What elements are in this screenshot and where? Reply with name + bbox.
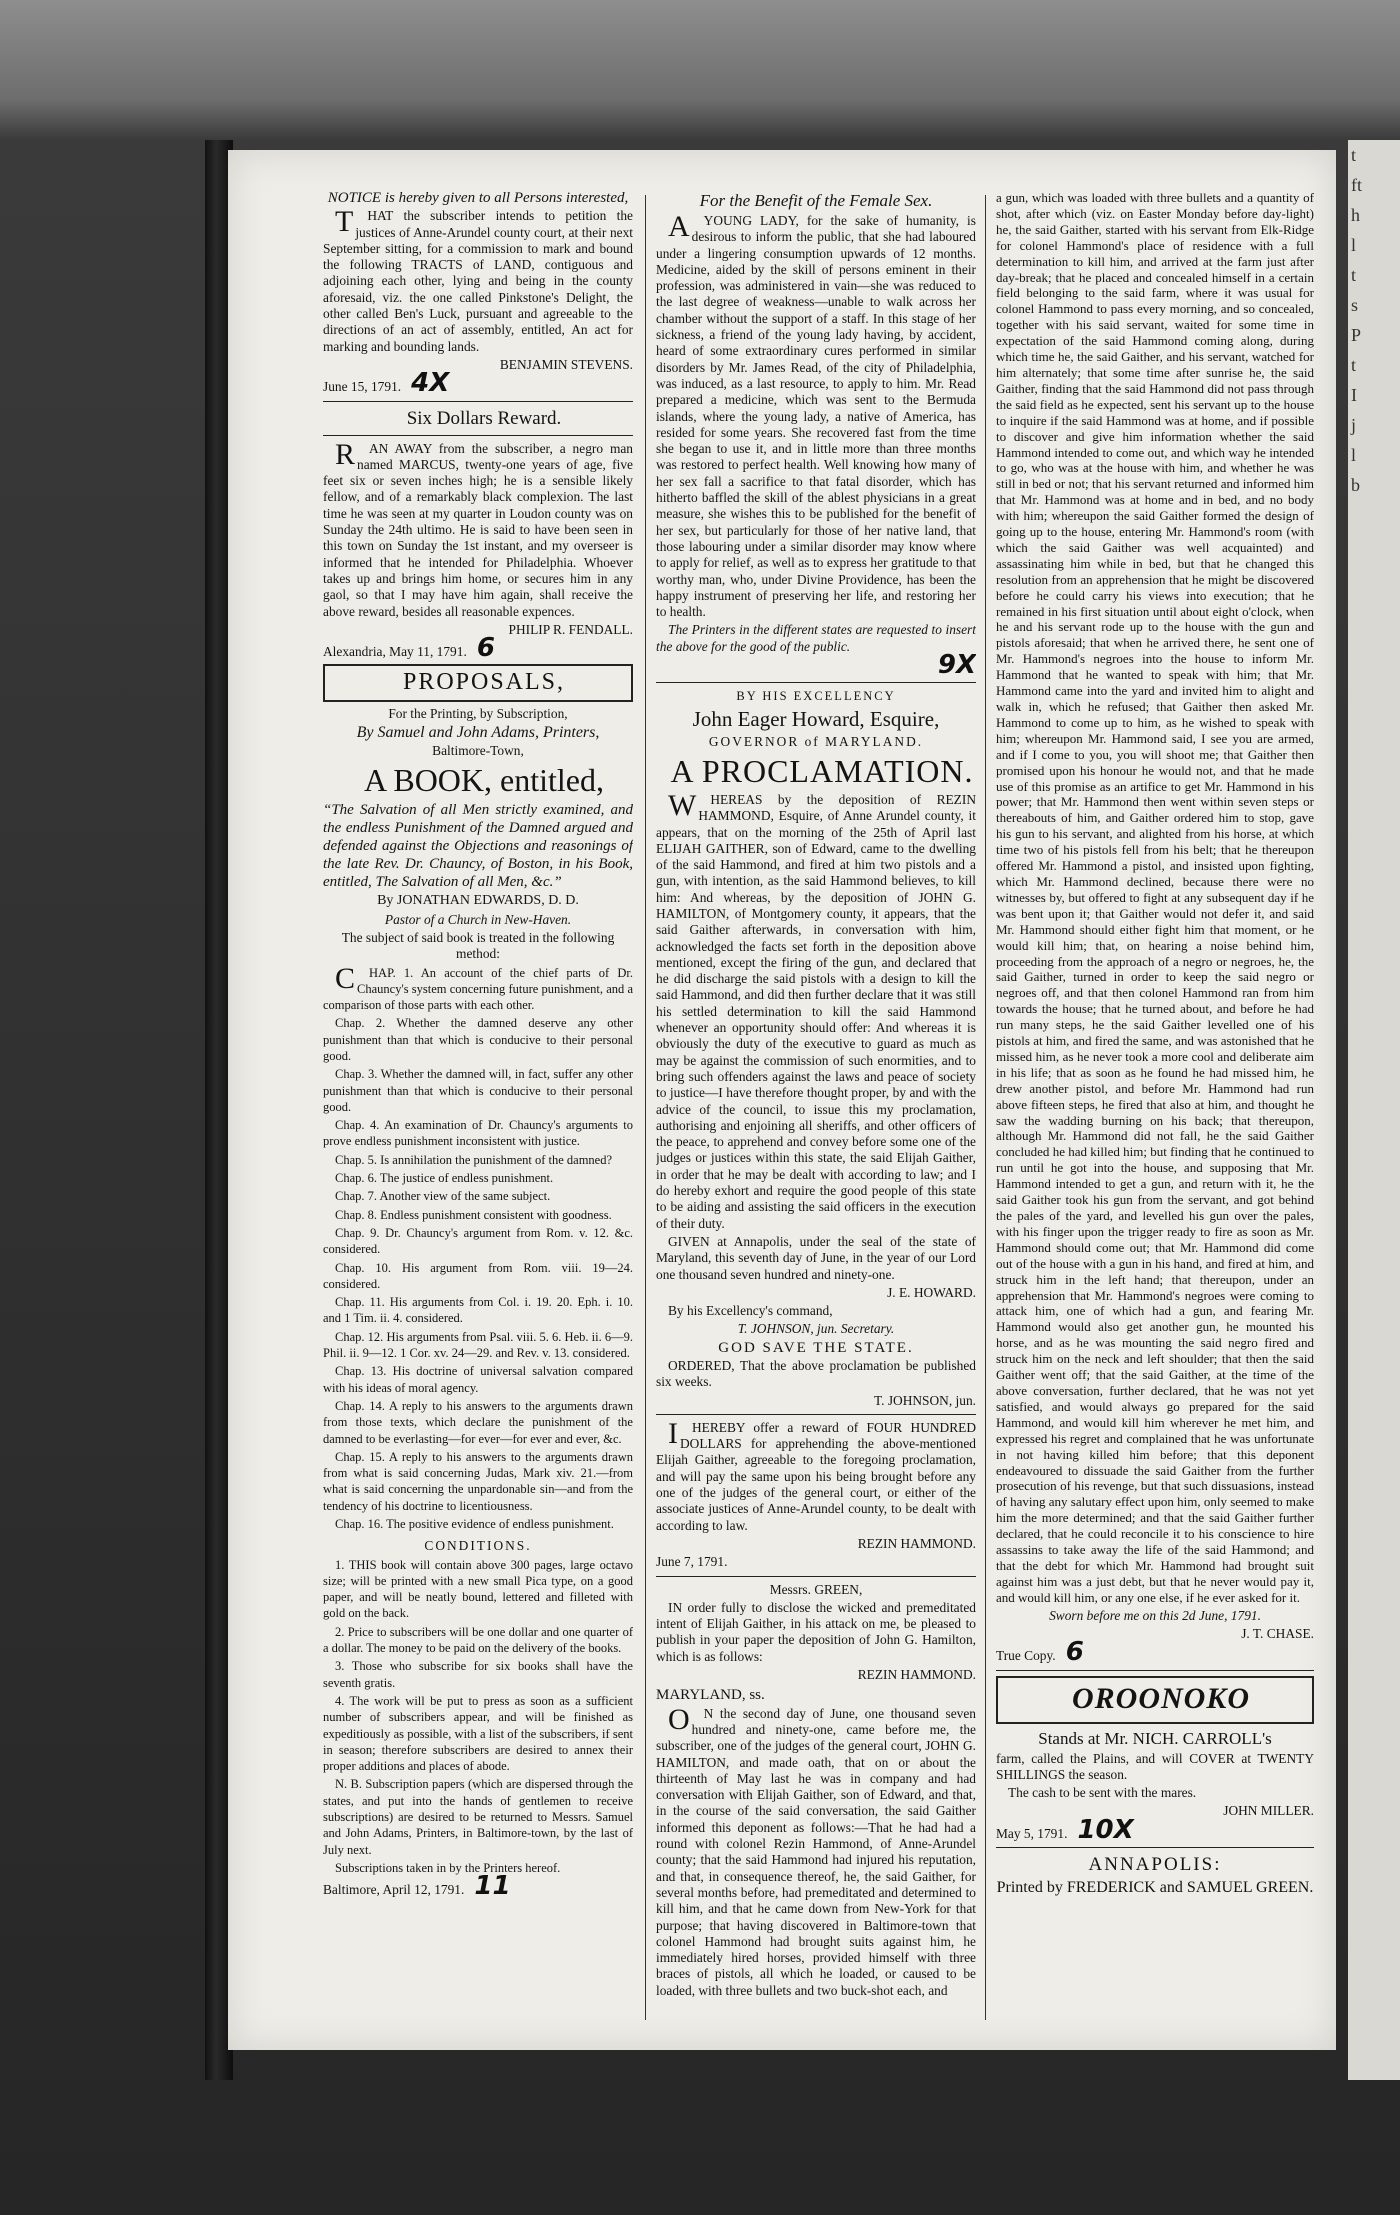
chapter-item: Chap. 4. An examination of Dr. Chauncy's arguments to prove endless punishment inconsistent with justice. bbox=[323, 1118, 633, 1149]
notice-date-line bbox=[323, 368, 633, 399]
adjacent-fragment: I bbox=[1351, 385, 1357, 405]
oroonoko-title: OROONOKO bbox=[1071, 1681, 1250, 1715]
chapter-item: Chap. 8. Endless punishment consistent with goodness. bbox=[335, 1207, 612, 1222]
conditions-list bbox=[323, 1557, 633, 1877]
divider bbox=[323, 401, 633, 402]
proposals-printers: By Samuel and John Adams, Printers, bbox=[356, 723, 600, 741]
notice-heading: NOTICE is hereby given to all Persons interested, bbox=[327, 190, 629, 206]
maryland-deposition: ON the second day of June, one thousand seven hundred and ninety-one, came before me, the subscriber, one of the judges of the general court, JOHN G. HAMILTON, and made oath, that on or about the thirteenth of May last he was in company and had conversation with Elijah Gaither, son of Edward, and that, in the course of the said conversation, the said Gaither informed this deponent as follows:—That he had had a round with colonel Rezin Hammond, of Anne-Arundel county; that the said Hammond had injured his reputation, and that, in consequence thereof, he, the said Gaither, for several months before, had premeditated and determined to kill him, and that he came down from New-York for that purpose; that having discovered in Baltimore-town that colonel Hammond had brought suits against him, he immediately hired horses, provided himself with three braces of pistols, all which he loaded, or caused to be loaded, with three bullets and two buck-shot each, and bbox=[656, 1702, 976, 1998]
column-rule bbox=[985, 195, 986, 2020]
imprint-printers: Printed by FREDERICK and SAMUEL GREEN. bbox=[996, 1879, 1314, 1897]
reward-title: Six Dollars Reward. bbox=[406, 407, 562, 429]
offer-body: IHEREBY offer a reward of FOUR HUNDRED DOLLARS for apprehending the above-mentioned Elijah Gaither, agreeable to the foregoing proclamation, and will pay the same upon his being brought before any one of the judges of the general court, or either of the associate justices of Anne-Arundel county, to be dealt with according to law. bbox=[656, 1416, 976, 1533]
green-salutation: Messrs. GREEN, bbox=[769, 1581, 863, 1597]
reward-date-line bbox=[323, 633, 633, 664]
proposals-handwritten-mark: 11 bbox=[474, 1871, 511, 1902]
proposals-box bbox=[323, 664, 633, 702]
offer-signer: REZIN HAMMOND. bbox=[857, 1535, 976, 1551]
proposals-subtitle: For the Printing, by Subscription, bbox=[388, 706, 568, 722]
reward-date: Alexandria, May 11, 1791. bbox=[323, 644, 467, 660]
sworn-signer: J. T. CHASE. bbox=[1241, 1625, 1314, 1641]
adjacent-fragment: j bbox=[1351, 415, 1357, 435]
condition-item: 3. Those who subscribe for six books shall have the seventh gratis. bbox=[323, 1659, 633, 1690]
proposals-date-line bbox=[323, 1871, 633, 1902]
book-author: By JONATHAN EDWARDS, D. D. bbox=[377, 893, 579, 909]
book-author-role: Pastor of a Church in New-Haven. bbox=[384, 911, 572, 927]
notice-signer: BENJAMIN STEVENS. bbox=[499, 356, 633, 372]
reward-handwritten-mark: 6 bbox=[476, 633, 495, 664]
offer-date: June 7, 1791. bbox=[656, 1554, 728, 1570]
chapter-item: Chap. 3. Whether the damned will, in fact, suffer any other punishment than that which is conducive to their personal good. bbox=[323, 1067, 633, 1114]
oroonoko-handwritten-mark: 10X bbox=[1077, 1814, 1134, 1845]
adjacent-fragment: s bbox=[1351, 295, 1359, 315]
condition-item: 2. Price to subscribers will be one dollar and one quarter of a dollar. The money to be paid on the delivery of the books. bbox=[323, 1624, 633, 1656]
column-1 bbox=[323, 190, 633, 2030]
conditions-title: CONDITIONS. bbox=[424, 1538, 532, 1554]
maryland-heading: MARYLAND, ss. bbox=[656, 1687, 765, 1704]
chapter-item: Chap. 5. Is annihilation the punishment of the damned? bbox=[335, 1152, 613, 1167]
green-signer: REZIN HAMMOND. bbox=[857, 1667, 976, 1683]
notice-date: June 15, 1791. bbox=[323, 379, 402, 395]
adjacent-fragment: l bbox=[1351, 445, 1357, 465]
book-title: A BOOK, entitled, bbox=[364, 762, 604, 799]
chapter-item: Chap. 14. A reply to his answers to the arguments drawn from those texts, which declare the punishment of the damned to be everlasting—for ever—for ever and ever, &c. bbox=[323, 1398, 633, 1446]
chapter-item: Chap. 12. His arguments from Psal. viii. 5. 6. Heb. ii. 6—9. Phil. ii. 9—12. 1 Cor. xv. 24—29. and Rev. v. 13. considered. bbox=[323, 1329, 633, 1361]
chapter-item: Chap. 6. The justice of endless punishment. bbox=[335, 1171, 554, 1186]
divider bbox=[656, 1414, 976, 1415]
chapter-item: Chap. 9. Dr. Chauncy's argument from Rom. v. 12. &c. considered. bbox=[323, 1225, 633, 1257]
sworn-line: Sworn before me on this 2d June, 1791. bbox=[1049, 1607, 1261, 1623]
column-rule bbox=[645, 195, 646, 2020]
adjacent-fragment: t bbox=[1351, 265, 1357, 285]
column-3 bbox=[996, 190, 1314, 2030]
divider bbox=[996, 1847, 1314, 1848]
proposals-title: PROPOSALS, bbox=[402, 669, 566, 696]
proclamation-body: WHEREAS by the deposition of REZIN HAMMOND, Esquire, of Anne Arundel county, it appears, that on the morning of the 25th of April last ELIJAH GAITHER, son of Edward, came to the dwelling of the said Hammond, and fired at him two pistols and a gun, with intention, as the said Hammond believes, to kill him: And whereas, by the deposition of JOHN G. HAMILTON, of Montgomery county, it appears, that the said Gaither afterwards, in conversation with him, acknowledged the facts set forth in the deposition above mentioned, except the firing of the gun, and declared that he did discharge the said pistols with a design to kill the said Hammond, and did then further declare that it was still his settled determination to kill the said Hammond whenever an opportunity should offer: And whereas it is obviously the duty of the executive to guard as much as may be against the commission of such enormities, and to bring such offenders against the laws and peace of society to justice—I have therefore thought proper, by and with the advice of the council, to issue this my proclamation, authorising and enjoining all sheriffs, and other officers of the peace, to apprehend and convey before some one of the judges or justices within this state, the said Elijah Gaither, in order that he may be dealt with according to law; and I do hereby exhort and require the good people of this state to be aiding and assisting the said officers in the execution of their duty. bbox=[656, 788, 976, 1231]
excellency-role: GOVERNOR of MARYLAND. bbox=[708, 733, 924, 749]
proclamation-secretary: T. JOHNSON, jun. Secretary. bbox=[737, 1321, 895, 1337]
green-body: IN order fully to disclose the wicked and premeditated intent of Elijah Gaither, in his attack on me, be pleased to publish in your paper the deposition of John G. Hamilton, which is as follows: bbox=[656, 1599, 976, 1664]
adjacent-fragment: ft bbox=[1351, 175, 1362, 195]
female-body: AYOUNG LADY, for the sake of humanity, is desirous to inform the public, that she had laboured under a lingering consumption upwards of 12 months. Medicine, aided by the skill of persons eminent in their profession, was administered in vain—she was reduced to the last degree of weakness—unable to walk across her chamber without the support of a staff. In this stage of her sickness, a friend of the young lady having, by accident, heard of some extraordinary cures performed in similar disorders by Mr. James Read, of the city of Philadelphia, was induced, as a last resource, to apply to him. Mr. Read prepared a medicine, which was sent to the Bermuda islands, where the young lady, a native of America, has resided for some years. She recovered fast from the time she began to use it, and in little more than three months was restored to perfect health. Well knowing how many of her sex fall a sacrifice to that fatal disorder, which has hitherto baffled the skill of the ablest physicians in a great measure, she wishes this to be published for the benefit of her sex, but particularly for those of her native land, that those labouring under a similar disorder may know where to apply for relief, as well as to express her gratitude to that worthy man, who, under Divine Providence, has been the happy instrument of preserving her life, and restoring her to health. bbox=[656, 210, 976, 620]
chapter-item: Chap. 16. The positive evidence of endless punishment. bbox=[335, 1517, 614, 1531]
book-quote: “The Salvation of all Men strictly examined, and the endless Punishment of the Damned argued and defended against the Objections and reasonings of the late Rev. Dr. Chauncy, of Boston, in his Book, entitled, The Salvation of all Men, &c.” bbox=[323, 802, 633, 891]
adjacent-fragment: l bbox=[1351, 235, 1357, 255]
oroonoko-signer: JOHN MILLER. bbox=[1223, 1803, 1314, 1819]
female-handwritten-mark: 9X bbox=[937, 650, 976, 681]
deposition-continued: a gun, which was loaded with three bullets and a quantity of shot, after which (viz. on Easter Monday before day-light) he, the said Gaither, started with his servant from Elk-Ridge for colonel Hammond's place of residence with a full determination to kill him, and arrived at the farm just after day-break; that he placed and concealed himself in a certain field belonging to the said farm, where it was usual for colonel Hammond to pass every morning, and so concealed, together with his said servant, waited for some time in expectation of the said Hammond coming along, during which time he, the said Gaither, and his servant, watched for him alternately; that some time after sunrise he, the said Gaither, finding that the said Hammond did not pass through the said field as he expected, sent his servant up to the house to inquire if the said Hammond was at home, and if possible to discover and give him information whether the said Hammond intended to come out, and which way he intended to go, who was at the house with him, and whether he was still in bed or not; that his servant returned and informed him that Mr. Hammond was at home and in bed, and no body with him; whereupon the said Gaither formed the design of going up to the house, entering Mr. Hammond's room (with which the said Gaither was well acquainted) and assassinating him while in bed, but that he changed this resolution from an apprehension that he might be discovered before he could carry his views into execution; that he remained in his first situation until about eight o'clock, when he and his servant rode up to the house with the gun and pistols aforesaid; that when he arrived there, he sent one of Mr. Hammond's negroes into the house to inform Mr. Hammond that he wanted to speak with him; that Mr. Hammond came into the yard and invited him to alight and walk in, which he refused; that Gaither then asked Mr. Hammond to come up to him, as he wished to speak with him; whereupon Mr. Hammond said, I see you are armed, and if I come to you, you will shoot me; that Gaither then promised upon his honour he would not, and that he made use of this promise as an artifice to get Mr. Hammond in his power; that Mr. Hammond then went within seven steps or thereabouts of him, and Gaither ordered him to stop, gave his gun to his servant, and alighted from his horse, at which time two of his pistols fell from his belt; that he thereupon offered Mr. Hammond a pistol, and insisted upon fighting, which Mr. Hammond declined, because there were no witnesses by, but offered to fight at any subsequent day if he was bent upon it; that Gaither would not defer it, and said Mr. Hammond should either fight him that moment, or he would kill him; that, on hearing a noise behind him, proceeding from the approach of a negro or negroes, he, the said Gaither, turned in order to keep the said negro or negroes off, and that then colonel Hammond ran from him towards the house; that he turned about, and before he had run many steps, he the said Gaither levelled one of his pistols at him, and fired the same, and was astonished that he missed him, as he never took a more cool and deliberate aim in his life; that as soon as he found he had missed him, he drew another pistol, and before Mr. Hammond had run above fifteen steps, he fired that also at him, and thought he saw the wadding burning on his back; that thereupon, although Mr. Hammond did not fall, he the said Gaither concluded he had killed him; but finding that he continued to run until he got into the house, and supposing that Mr. Hammond intended to get a gun, and return with it, he the said Gaither took his gun from the servant, and got behind the pales of the yard, and levelled his gun over the pales, with his finger upon the trigger ready to fire as soon as Mr. Hammond should come out; that Mr. Hammond did come out of the house with a gun in his hand, and fired at him, and struck him in the left hand; that thereupon, under an apprehension that Mr. Hammond's negroes were coming to attack him, one of which had a gun, and fearing Mr. Hammond would also get another gun, he mounted his horse, and as he was mounting the said negro fired and struck him on the neck and left shoulder; that then the said Gaither went off; that the said Gaither, at the time of the above conversation, further declared, that he was not yet satisfied, and would always go prepared for the said Hammond, and would kill him wherever he met him, and expressed his regret and complained that he was unfortunate in not having killed him before; that this deponent endeavoured to dissuade the said Gaither from the further prosecution of his revenge, but that such dissuasions, instead of having any salutary effect upon him, only seemed to make him the more determined; and that the said Gaither further declared, that he could reconcile it to his conscience to hire assassins to take away the life of the said Hammond; and that the debt for which Mr. Hammond had brought suit against him was a just debt, but that he never would pay it, and would kill him, or any one else, if he ever asked for it. bbox=[996, 190, 1314, 1605]
ordered-signer: T. JOHNSON, jun. bbox=[873, 1392, 976, 1408]
true-copy-line bbox=[996, 1637, 1314, 1668]
ordered-text: ORDERED, That the above proclamation be published six weeks. bbox=[656, 1358, 976, 1390]
reward-body: RAN AWAY from the subscriber, a negro man named MARCUS, twenty-one years of age, five feet six or seven inches high; he is a sensible likely fellow, and of a remarkably black complexion. The last time he was seen at my quarter in Loudon county was on Sunday the 24th ultimo. He is said to have been seen in this town on Sunday the 1st instant, and my overseer is informed that he intended for Philadelphia. Whoever takes up and brings him home, or secures him in any gaol, so that I may have him again, shall receive the above reward, besides all reasonable expences. bbox=[323, 437, 633, 619]
excellency-by: BY HIS EXCELLENCY bbox=[736, 689, 896, 704]
excellency-name: John Eager Howard, Esquire, bbox=[692, 706, 940, 731]
oroonoko-cash: The cash to be sent with the mares. bbox=[1008, 1785, 1197, 1801]
proposals-place: Baltimore-Town, bbox=[432, 743, 524, 759]
reward-signer: PHILIP R. FENDALL. bbox=[508, 621, 633, 637]
chapter-item: Chap. 7. Another view of the same subject. bbox=[335, 1189, 551, 1204]
oroonoko-body: farm, called the Plains, and will COVER at TWENTY SHILLINGS the season. bbox=[996, 1750, 1314, 1782]
notice-handwritten-mark: 4X bbox=[411, 368, 450, 399]
chapter-item: Chap. 11. His arguments from Col. i. 19. 20. Eph. i. 10. and 1 Tim. ii. 4. considered. bbox=[323, 1295, 633, 1326]
proposals-date: Baltimore, April 12, 1791. bbox=[323, 1882, 465, 1898]
condition-item: Subscriptions taken in by the Printers hereof. bbox=[335, 1860, 561, 1875]
chapter-item: Chap. 15. A reply to his answers to the arguments drawn from what is said concerning Judas, Mark xiv. 21.—from what is said concerning the unpardonable sin—and from the tendency of his doctrine to licentiousness. bbox=[323, 1449, 633, 1513]
book-method: The subject of said book is treated in the following method: bbox=[341, 929, 615, 962]
proclamation-title: A PROCLAMATION. bbox=[670, 752, 974, 789]
condition-item: 1. THIS book will contain above 300 pages, large octavo size; will be printed with a new small Pica type, on a good paper, and will be neatly bound, lettered and filleted with gold on the back. bbox=[323, 1557, 633, 1621]
adjacent-fragment: h bbox=[1351, 205, 1360, 225]
oroonoko-date: May 5, 1791. bbox=[996, 1825, 1068, 1841]
condition-item: 4. The work will be put to press as soon as a sufficient number of subscribers appear, and will be finished as expeditiously as possible, with a list of the subscribers, if sent in season; therefore subscribers are desired to annex their proper additions and places of abode. bbox=[323, 1693, 633, 1774]
oroonoko-date-line bbox=[996, 1814, 1314, 1845]
chapter-item: Chap. 13. His doctrine of universal salvation compared with his ideas of moral agency. bbox=[323, 1364, 633, 1395]
divider bbox=[656, 682, 976, 683]
proclamation-signer: J. E. HOWARD. bbox=[887, 1284, 976, 1300]
adjacent-fragment: t bbox=[1351, 355, 1357, 375]
chapter-item: Chap. 2. Whether the damned deserve any other punishment than that which is conducive to their personal good. bbox=[323, 1016, 633, 1063]
adjacent-page-edge bbox=[1348, 140, 1400, 2080]
adjacent-fragment: t bbox=[1351, 145, 1357, 165]
oroonoko-stands: Stands at Mr. NICH. CARROLL's bbox=[1038, 1728, 1272, 1748]
true-copy-handwritten-mark: 6 bbox=[1065, 1637, 1084, 1668]
column-2 bbox=[656, 190, 976, 2030]
oroonoko-box bbox=[996, 1676, 1314, 1724]
adjacent-fragment: P bbox=[1351, 325, 1362, 345]
chapter-item: Chap. 10. His argument from Rom. viii. 19—24. considered. bbox=[323, 1260, 633, 1291]
chapter-item: CHAP. 1. An account of the chief parts of Dr. Chauncy's system concerning future punishment, and a comparison of those parts with each other. bbox=[323, 961, 633, 1013]
god-save-the-state: GOD SAVE THE STATE. bbox=[718, 1339, 914, 1356]
notice-body: THAT the subscriber intends to petition the justices of Anne-Arundel county court, at their next September sitting, for a commission to mark and bound the following TRACTS of LAND, contiguous and adjoining each other, lying and being in the county aforesaid, viz. the one called Pinkstone's Delight, the other called Ben's Luck, pursuant and agreeable to the directions of an act of assembly, entitled, An act for marking and bounding lands. bbox=[323, 205, 633, 354]
divider bbox=[656, 1576, 976, 1577]
proclamation-command: By his Excellency's command, bbox=[668, 1303, 833, 1319]
divider bbox=[323, 435, 633, 436]
chapters-list bbox=[323, 961, 633, 1533]
condition-item: N. B. Subscription papers (which are dispersed through the states, and put into the hands of gentlemen to receive subscriptions) are desired to be returned to Messrs. Samuel and John Adams, Printers, in Baltimore-town, by the last of July next. bbox=[323, 1777, 633, 1857]
divider bbox=[996, 1670, 1314, 1671]
newspaper-page bbox=[228, 150, 1336, 2050]
female-title: For the Benefit of the Female Sex. bbox=[699, 191, 933, 210]
proclamation-given: GIVEN at Annapolis, under the seal of the state of Maryland, this seventh day of June, in the year of our Lord one thousand seven hundred and ninety-one. bbox=[656, 1233, 976, 1282]
adjacent-fragment: b bbox=[1351, 475, 1360, 495]
female-note: The Printers in the different states are requested to insert the above for the good of the public. bbox=[656, 622, 976, 654]
imprint-place: ANNAPOLIS: bbox=[1088, 1854, 1222, 1876]
true-copy: True Copy. bbox=[996, 1648, 1056, 1664]
